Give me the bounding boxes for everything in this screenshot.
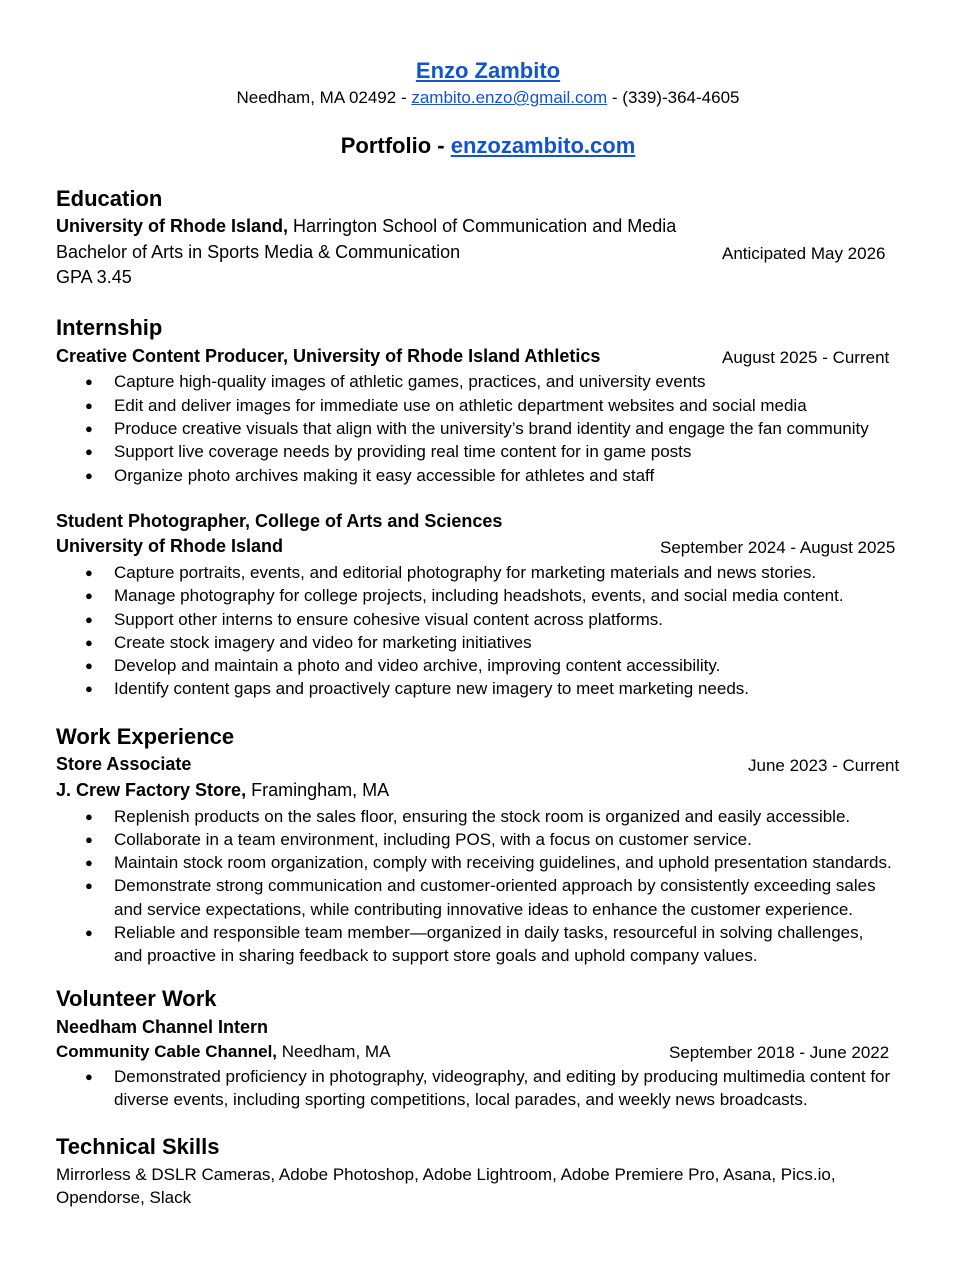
- job2-org: University of Rhode Island: [56, 536, 284, 556]
- volunteer-title: Needham Channel Intern: [56, 1017, 269, 1037]
- contact-line: Needham, MA 02492 - zambito.enzo@gmail.com - (339)-364-4605: [236, 88, 740, 107]
- skills-heading: Technical Skills: [56, 1134, 220, 1159]
- work-title: Store Associate: [56, 754, 192, 774]
- skills-line: Mirrorless & DSLR Cameras, Adobe Photoshop, Adobe Lightroom, Adobe Premiere Pro, Asana, Pics.io,: [56, 1165, 836, 1184]
- work-location: Framingham, MA: [246, 780, 390, 800]
- volunteer-location: Needham, MA: [277, 1042, 391, 1061]
- name-link[interactable]: Enzo Zambito: [415, 58, 561, 83]
- job1-bullet: ● Capture high-quality images of athletic games, practices, and university events: [114, 370, 706, 393]
- portfolio-link[interactable]: enzozambito.com: [450, 133, 636, 158]
- volunteer-heading: Volunteer Work: [56, 986, 217, 1011]
- education-heading: Education: [56, 186, 163, 211]
- degree: Bachelor of Arts in Sports Media & Communication: [56, 242, 461, 262]
- internship-heading: Internship: [56, 315, 163, 340]
- job2-bullet: ● Capture portraits, events, and editorial photography for marketing materials and news stories.: [114, 561, 816, 584]
- job1-date: August 2025 - Current: [722, 348, 890, 367]
- email-link[interactable]: zambito.enzo@gmail.com: [411, 88, 608, 107]
- work-date: June 2023 - Current: [748, 756, 900, 775]
- job1-bullet: ● Produce creative visuals that align with the university’s brand identity and engage the fan community: [114, 417, 869, 440]
- portfolio-label: Portfolio -: [340, 133, 451, 158]
- job2-bullet: ● Identify content gaps and proactively capture new imagery to meet marketing needs.: [114, 677, 749, 700]
- skills-line: Opendorse, Slack: [56, 1188, 192, 1207]
- job2-bullet: ● Develop and maintain a photo and video archive, improving content accessibility.: [114, 654, 720, 677]
- name-heading: [0, 58, 976, 84]
- job1-bullet: ● Organize photo archives making it easy accessible for athletes and staff: [114, 464, 654, 487]
- work-org: J. Crew Factory Store,: [56, 780, 247, 800]
- job1-bullet: ● Edit and deliver images for immediate use on athletic department websites and social media: [114, 394, 807, 417]
- volunteer-date: September 2018 - June 2022: [669, 1043, 890, 1062]
- work-bullet-continued: and service expectations, while contributing innovative ideas to enhance the customer experience.: [114, 900, 853, 919]
- phone: (339)-364-4605: [622, 88, 740, 107]
- gpa: GPA 3.45: [56, 267, 132, 287]
- college-name: Harrington School of Communication and Media: [288, 216, 677, 236]
- education-date: Anticipated May 2026: [722, 244, 886, 263]
- portfolio-line: [0, 133, 976, 159]
- job2-bullet: ● Manage photography for college projects, including headshots, events, and social media content.: [114, 584, 844, 607]
- work-bullet: ● Replenish products on the sales floor, ensuring the stock room is organized and easily accessible.: [114, 805, 850, 828]
- work-bullet: ● Maintain stock room organization, comply with receiving guidelines, and uphold presentation standards.: [114, 851, 892, 874]
- job1-bullet: ● Support live coverage needs by providing real time content for in game posts: [114, 440, 691, 463]
- work-bullet: ● Collaborate in a team environment, including POS, with a focus on customer service.: [114, 828, 752, 851]
- job2-date: September 2024 - August 2025: [660, 538, 896, 557]
- job2-title: Student Photographer, College of Arts and Sciences: [56, 511, 503, 531]
- job2-bullet: ● Support other interns to ensure cohesive visual content across platforms.: [114, 608, 663, 631]
- location: Needham, MA 02492: [236, 88, 397, 107]
- work-bullet: ● Reliable and responsible team member—organized in daily tasks, resourceful in solving challenges,: [114, 921, 863, 944]
- volunteer-bullet: ● Demonstrated proficiency in photography, videography, and editing by producing multimedia content for: [114, 1065, 890, 1088]
- volunteer-org-line: [56, 1042, 390, 1062]
- work-heading: Work Experience: [56, 724, 235, 749]
- job2-bullet: ● Create stock imagery and video for marketing initiatives: [114, 631, 532, 654]
- work-org-line: [56, 780, 389, 801]
- work-bullet: ● Demonstrate strong communication and customer-oriented approach by consistently exceeding sales: [114, 874, 876, 897]
- volunteer-org: Community Cable Channel,: [56, 1042, 278, 1061]
- work-bullet-continued: and proactive in sharing feedback to support store goals and uphold company values.: [114, 946, 758, 965]
- job1-title: Creative Content Producer, University of Rhode Island Athletics: [56, 346, 601, 366]
- education-school-line: [56, 216, 676, 237]
- school-name: University of Rhode Island,: [56, 216, 289, 236]
- volunteer-bullet-continued: diverse events, including sporting competitions, local parades, and weekly news broadcasts.: [114, 1090, 808, 1109]
